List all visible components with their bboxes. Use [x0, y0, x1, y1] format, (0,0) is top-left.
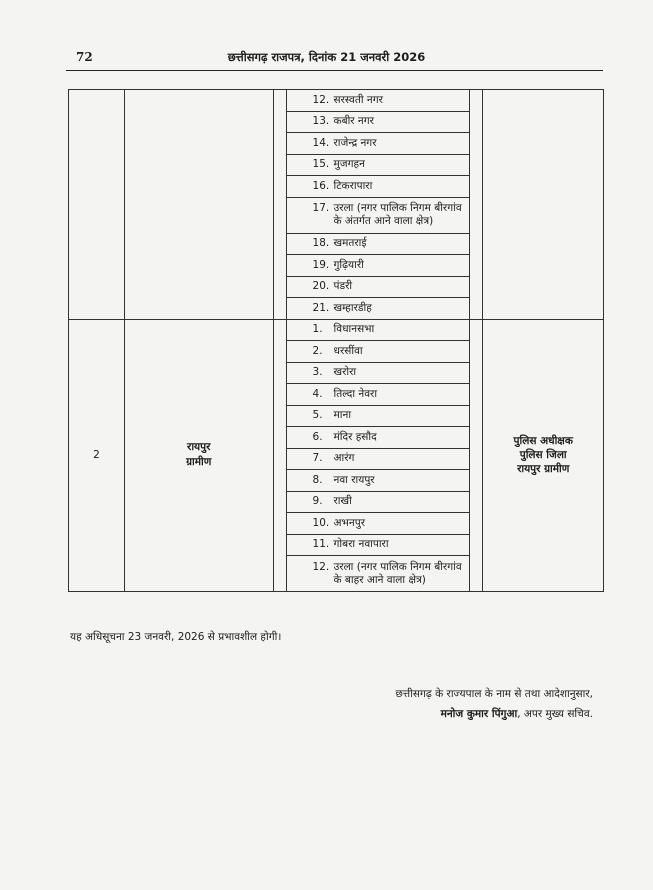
list-item: 5. माना: [286, 405, 470, 427]
areas-list: [286, 320, 471, 592]
signatory-designation: , अपर मुख्य सचिव.: [517, 708, 593, 720]
list-item: 17. उरला (नगर पालिक निगम बीरगांव के अंतर्गत आने वाला क्षेत्र): [286, 197, 470, 233]
list-item: 11. गोबरा नवापारा: [286, 534, 470, 556]
list-item: 12. उरला (नगर पालिक निगम बीरगांव के बाहर आने वाला क्षेत्र): [286, 556, 470, 592]
authority-cell: [483, 319, 604, 592]
serial-cell: 2: [69, 319, 125, 592]
header-rule: [66, 70, 603, 71]
list-item: 19. गुढ़ियारी: [286, 255, 470, 277]
areas-cell: [273, 90, 483, 320]
list-item: 4. तिल्दा नेवरा: [286, 384, 470, 406]
list-item: 20. पंडरी: [286, 276, 470, 298]
page-number: 72: [76, 50, 93, 64]
gazette-header: छत्तीसगढ़ राजपत्र, दिनांक 21 जनवरी 2026: [227, 50, 426, 64]
signatory: [441, 707, 593, 721]
authority-cell: [483, 90, 604, 320]
list-item: 8. नवा रायपुर: [286, 470, 470, 492]
authority-line3: रायपुर ग्रामीण: [517, 463, 570, 476]
district-cell: [124, 319, 273, 592]
table-row: [69, 319, 604, 592]
effective-date-notice: यह अधिसूचना 23 जनवरी, 2026 से प्रभावशील होगी।: [70, 631, 282, 643]
list-item: 18. खमतराई: [286, 233, 470, 255]
table-row: [69, 90, 604, 320]
list-item: 10. अभनपुर: [286, 513, 470, 535]
order-line: छत्तीसगढ़ के राज्यपाल के नाम से तथा आदेशानुसार,: [395, 688, 593, 700]
district-name-line2: ग्रामीण: [186, 456, 212, 469]
signatory-name: मनोज कुमार पिंगुआ: [440, 708, 518, 720]
authority-line1: पुलिस अधीक्षक: [513, 435, 573, 448]
list-item: 7. आरंग: [286, 448, 470, 470]
areas-cell: [273, 319, 483, 592]
list-item: 9. राखी: [286, 491, 470, 513]
list-item: 13. कबीर नगर: [286, 111, 470, 133]
list-item: 12. सरस्वती नगर: [286, 90, 470, 111]
areas-list: [286, 90, 471, 319]
serial-cell: [69, 90, 125, 320]
list-item: 2. धरसींवा: [286, 341, 470, 363]
district-name-line1: रायपुर: [187, 441, 211, 454]
list-item: 15. मुजगहन: [286, 154, 470, 176]
list-item: 16. टिकरापारा: [286, 176, 470, 198]
list-item: 21. खम्हारडीह: [286, 298, 470, 319]
list-item: 3. खरोरा: [286, 362, 470, 384]
list-item: 6. मंदिर हसौद: [286, 427, 470, 449]
list-item: 1. विधानसभा: [286, 320, 470, 341]
list-item: 14. राजेन्द्र नगर: [286, 133, 470, 155]
district-cell: [124, 90, 273, 320]
jurisdiction-table: [68, 89, 604, 592]
authority-line2: पुलिस जिला: [519, 449, 567, 462]
